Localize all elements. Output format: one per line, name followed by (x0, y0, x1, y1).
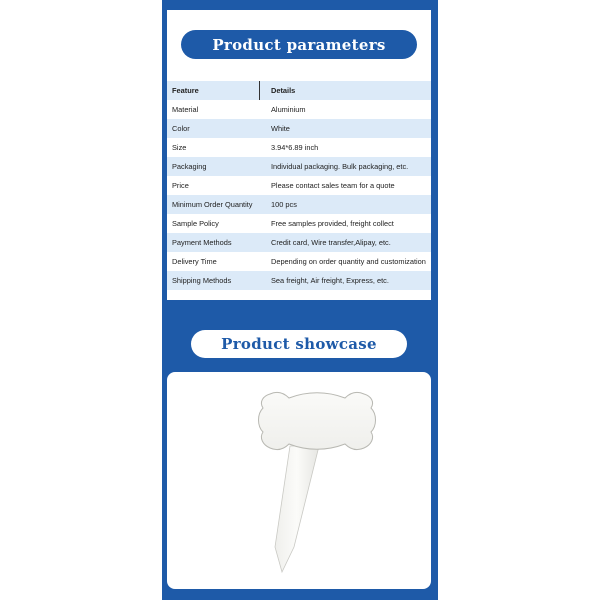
feature-cell: Shipping Methods (172, 276, 232, 285)
details-column-header: Details (271, 86, 296, 95)
plant-marker-stake-image (167, 372, 431, 589)
details-cell: Free samples provided, freight collect (271, 219, 394, 228)
product-photo-card (167, 372, 431, 589)
details-cell: 100 pcs (271, 200, 297, 209)
table-row (167, 252, 431, 271)
table-header-row (167, 81, 431, 100)
header-column-divider (259, 81, 260, 100)
details-cell: Sea freight, Air freight, Express, etc. (271, 276, 389, 285)
feature-cell: Size (172, 143, 187, 152)
table-row (167, 233, 431, 252)
table-row (167, 176, 431, 195)
feature-cell: Minimum Order Quantity (172, 200, 253, 209)
table-row (167, 119, 431, 138)
table-row (167, 157, 431, 176)
feature-cell: Sample Policy (172, 219, 219, 228)
feature-cell: Payment Methods (172, 238, 232, 247)
feature-cell: Packaging (172, 162, 207, 171)
feature-cell: Delivery Time (172, 257, 217, 266)
details-cell: Depending on order quantity and customization (271, 257, 426, 266)
feature-column-header: Feature (172, 86, 199, 95)
table-row (167, 100, 431, 119)
details-cell: Individual packaging. Bulk packaging, etc. (271, 162, 409, 171)
table-row (167, 271, 431, 290)
product-parameters-heading: Product parameters (181, 30, 417, 59)
parameters-table (167, 81, 431, 290)
details-cell: Aluminium (271, 105, 306, 114)
table-row (167, 138, 431, 157)
details-cell: Please contact sales team for a quote (271, 181, 395, 190)
product-showcase-heading: Product showcase (191, 330, 407, 358)
details-cell: White (271, 124, 290, 133)
details-cell: Credit card, Wire transfer,Alipay, etc. (271, 238, 391, 247)
table-row (167, 214, 431, 233)
table-row (167, 195, 431, 214)
feature-cell: Price (172, 181, 189, 190)
feature-cell: Material (172, 105, 199, 114)
feature-cell: Color (172, 124, 190, 133)
details-cell: 3.94*6.89 inch (271, 143, 319, 152)
